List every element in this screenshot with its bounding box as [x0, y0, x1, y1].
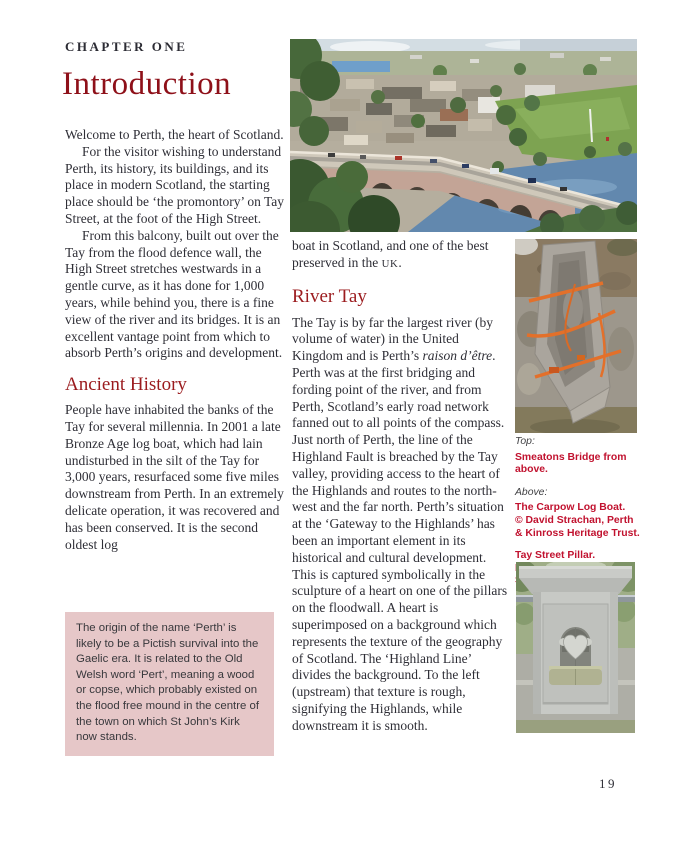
- section-heading-river-tay: River Tay: [292, 285, 367, 307]
- caption-smeatons-bridge: Smeatons Bridge from above.: [515, 451, 627, 476]
- page-title: Introduction: [62, 66, 232, 102]
- caption-label-top: Top:: [515, 436, 535, 447]
- blue-industrial-buildings: [332, 61, 390, 72]
- sidebar-note-text: The origin of the name ‘Perth’ is likely to be a Pictish survival into the Gaelic era. It is related to the Old Welsh word ‘Pert’, meaning a wood or copse, which probably existed on the flood free mound in the centre of the town on which St John’s Kirk now stands.: [76, 622, 260, 744]
- italic-phrase: raison d’être: [422, 348, 493, 364]
- middle-column: [292, 238, 508, 735]
- paragraph: From this balcony, built out over the Tay from the flood defence wall, the High Street stretches westwards in a gentle curve, as it has done for 1,000 years, while behind you, there is a fine view of the river and its bridges. It is an excellent vantage point from which to absorb Perth’s origins and development.: [65, 227, 283, 361]
- paragraph: People have inhabited the banks of the Tay for several millennia. In 2001 a late Bronze Age log boat, which had lain undisturbed in the silt of the Tay for 3,000 years, resurfaced some five miles downstream from Perth. In an extremely delicate operation, it was recovered and has been conserved. It is the second oldest log: [65, 402, 284, 552]
- caption-carpow-log-boat: The Carpow Log Boat.: [515, 502, 626, 514]
- caption-credit-line-2: & Kinross Heritage Trust.: [515, 527, 640, 539]
- stone-pillar: [519, 566, 632, 714]
- paragraph: For the visitor wishing to understand Perth, its history, its buildings, and its place in modern Scotland, the starting place should be ‘the promontory’ on Tay Street, at the foot of the High Street.: [65, 143, 284, 226]
- caption-label-above: Above:: [515, 486, 548, 498]
- caption-tay-street-pillar: Tay Street Pillar.: [515, 550, 596, 562]
- river-tay-text: The Tay is by far the largest river (by volume of water) in the United Kingdom and is Perth’s: [292, 314, 493, 364]
- photo-smeatons-bridge: [290, 39, 637, 232]
- paragraph: [292, 315, 508, 735]
- section-heading-ancient-history: Ancient History: [65, 374, 187, 396]
- caption-credit-line-1: © David Strachan, Perth: [515, 514, 634, 526]
- left-column: [65, 127, 285, 553]
- continuation-text-end: .: [398, 254, 402, 270]
- paragraph: [292, 238, 508, 273]
- page-number: 19: [599, 776, 617, 791]
- uk-smallcaps: UK: [381, 257, 399, 270]
- paragraph: Welcome to Perth, the heart of Scotland.: [65, 127, 284, 142]
- sidebar-note-box: [65, 612, 274, 756]
- continuation-text: boat in Scotland, and one of the best preserved in the: [292, 238, 489, 270]
- chapter-label: CHAPTER ONE: [65, 39, 188, 54]
- photo-tay-street-pillar: [516, 562, 635, 733]
- river-tay-text-continued: . Perth was at the first bridging and fording point of the river, and from Perth, Scotland’s early road network fanned out to all points of the compass. Just north of Perth, the line of the Highland Fault is breached by the Tay valley, providing access to the heart of the Highlands and routes to the north-west and the far north. Perth’s situation at the ‘Gateway to the Highlands’ has been an important element in its historical and cultural development. This is captured symbolically in the sculpture of a heart on one of the pillars on the floodwall. A heart is superimposed on a background which represents the texture of the geography of Scotland. The ‘Highland Line’ divides the background. To the left (upstream) that texture is rough, signifying the Highlands, while downstream it is smooth.: [292, 348, 508, 733]
- photo-carpow-log-boat: [515, 239, 637, 433]
